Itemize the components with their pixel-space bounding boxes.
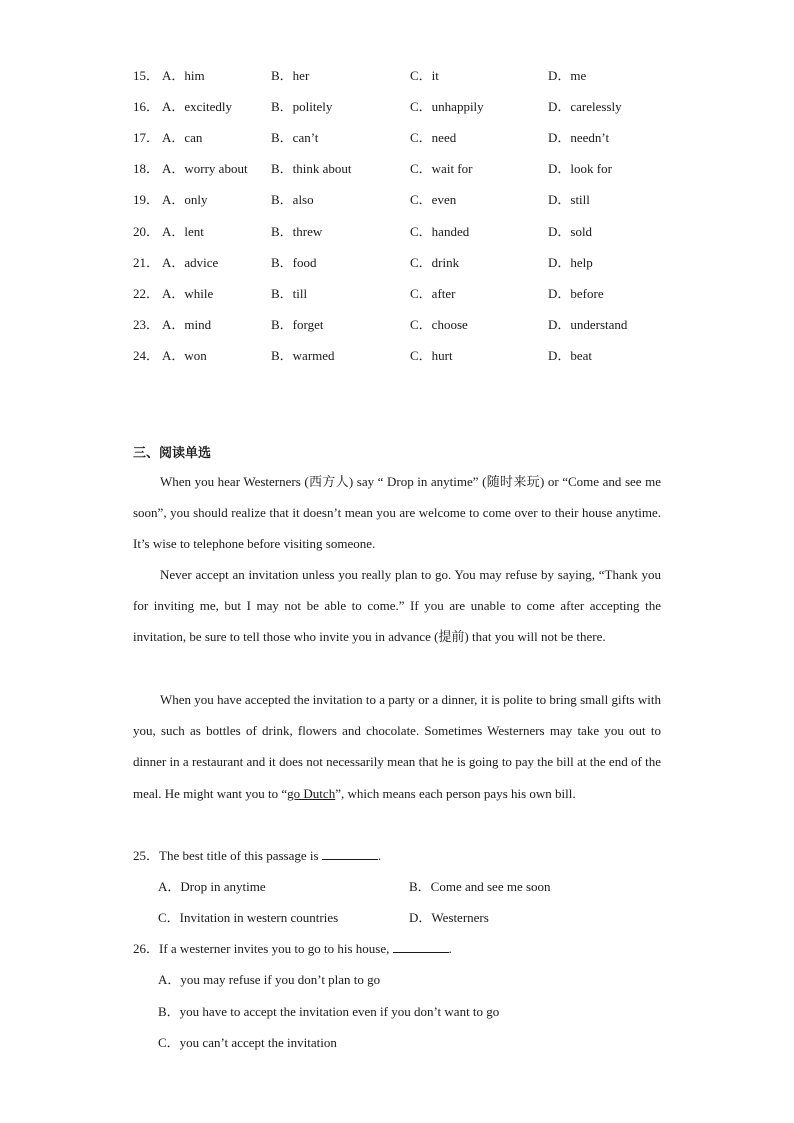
question-end: . (377, 848, 382, 863)
option-a: A．him (162, 68, 205, 83)
option-b: B．food (271, 255, 317, 270)
option-b: B．also (271, 192, 314, 207)
q26-option-b: B．you have to accept the invitation even if you don’t want to go (158, 1004, 500, 1019)
option-a: A．excitedly (162, 99, 233, 114)
option-d: D．understand (548, 317, 628, 332)
option-d: D．beat (548, 348, 593, 363)
option-d: D．needn’t (548, 130, 610, 145)
option-d: D．sold (548, 224, 593, 239)
option-c: C．choose (410, 317, 468, 332)
question-number: 24． (133, 348, 160, 363)
question-number: 22． (133, 286, 160, 301)
question-number: 21． (133, 255, 160, 270)
section-title: 三、阅读单选 (133, 446, 212, 461)
passage-paragraph-3 (133, 684, 661, 809)
option-c: C．wait for (410, 161, 473, 176)
answer-blank (393, 940, 449, 953)
question-number: 19． (133, 192, 160, 207)
option-b: B．politely (271, 99, 333, 114)
question-number: 17． (133, 130, 160, 145)
option-c: C．it (410, 68, 439, 83)
option-d: D．help (548, 255, 593, 270)
option-b: B．threw (271, 224, 323, 239)
option-c: C．need (410, 130, 457, 145)
option-row-21 (133, 253, 673, 273)
option-row-19 (133, 190, 673, 210)
question-end: . (448, 941, 452, 956)
option-c: C．after (410, 286, 456, 301)
passage-paragraph-2: Never accept an invitation unless you really plan to go. You may refuse by saying, “Thank you for inviting me, but I may not be able to come.” If you are unable to come after accepting the invitation, be sure to tell those who invite you in advance (提前) that you will not be there. (133, 567, 661, 645)
option-c: C．unhappily (410, 99, 484, 114)
q25-option-c: C．Invitation in western countries (158, 910, 339, 925)
option-c: C．hurt (410, 348, 453, 363)
option-row-23 (133, 315, 673, 335)
question-number: 16． (133, 99, 160, 114)
question-text: 26．If a westerner invites you to go to his house, (133, 941, 390, 956)
option-a: A．can (162, 130, 203, 145)
option-d: D．carelessly (548, 99, 622, 114)
q25-option-d: D．Westerners (409, 910, 489, 925)
question-26-stem (133, 939, 452, 959)
q25-option-a: A．Drop in anytime (158, 879, 266, 894)
passage-text: When you have accepted the invitation to a party or a dinner, it is polite to bring small gifts with you, such as bottles of drink, flowers and chocolate. Sometimes Westerners may take you out to dinner in a restaurant and it does not necessarily mean that he is going to pay the bill at the end of the meal. He might want you to “ (133, 692, 661, 801)
passage-text: ”, which means each person pays his own bill. (335, 785, 576, 801)
option-row-17 (133, 128, 673, 148)
option-d: D．look for (548, 161, 612, 176)
option-b: B．her (271, 68, 310, 83)
passage-paragraph-1: When you hear Westerners (西方人) say “ Drop in anytime” (随时来玩) or “Come and see me soon”, you should realize that it doesn’t mean you are welcome to come over to their house anytime. It’s wise to telephone before visiting someone. (133, 474, 661, 552)
option-row-24 (133, 346, 673, 366)
option-a: A．worry about (162, 161, 248, 176)
question-25-stem (133, 846, 381, 866)
option-a: A．while (162, 286, 214, 301)
option-b: B．warmed (271, 348, 335, 363)
option-row-22 (133, 284, 673, 304)
answer-blank (322, 847, 378, 860)
option-b: B．think about (271, 161, 352, 176)
option-b: B．forget (271, 317, 324, 332)
underlined-phrase: go Dutch (287, 785, 336, 801)
option-d: D．still (548, 192, 590, 207)
option-c: C．drink (410, 255, 460, 270)
option-a: A．only (162, 192, 208, 207)
option-b: B．can’t (271, 130, 319, 145)
question-number: 15． (133, 68, 160, 83)
option-d: D．me (548, 68, 587, 83)
option-c: C．handed (410, 224, 470, 239)
q26-option-a: A．you may refuse if you don’t plan to go (158, 972, 381, 987)
question-text: 25．The best title of this passage is (133, 848, 319, 863)
question-number: 18． (133, 161, 160, 176)
option-row-16 (133, 97, 673, 117)
option-b: B．till (271, 286, 308, 301)
question-number: 20． (133, 224, 160, 239)
q26-option-c: C．you can’t accept the invitation (158, 1035, 337, 1050)
option-row-18 (133, 159, 673, 179)
option-d: D．before (548, 286, 604, 301)
option-a: A．mind (162, 317, 212, 332)
option-row-20 (133, 222, 673, 242)
option-a: A．won (162, 348, 207, 363)
q25-option-b: B．Come and see me soon (409, 879, 551, 894)
question-number: 23． (133, 317, 160, 332)
option-row-15 (133, 66, 673, 86)
option-c: C．even (410, 192, 457, 207)
option-a: A．advice (162, 255, 219, 270)
option-a: A．lent (162, 224, 204, 239)
